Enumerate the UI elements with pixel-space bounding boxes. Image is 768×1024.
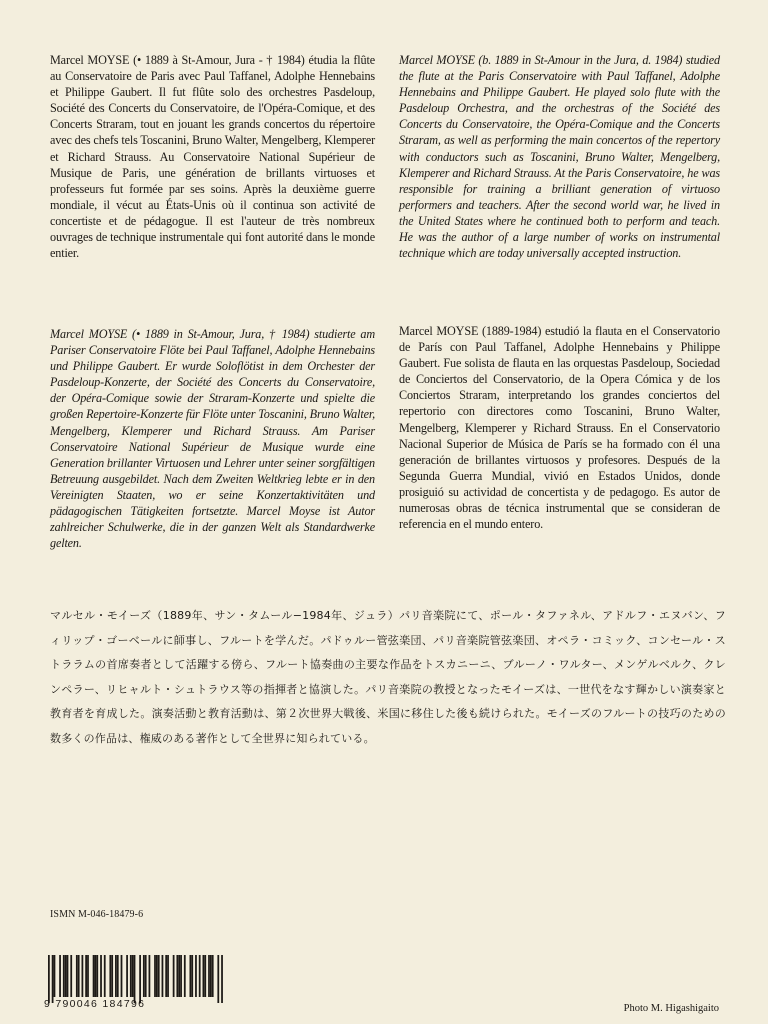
biography-english: Marcel MOYSE (b. 1889 in St-Amour in the Jura, d. 1984) studied the flute at the Paris Conservatoire with Paul Taffanel, Adolphe Hennebains and Philippe Gaubert. He played solo flute with the Pasdeloup Orchestra, and the orchestras of the Société des Concerts du Conservatoire, the Opéra-Comique and the Concerts Straram, as well as performing the main concertos of the repertory with conductors such as Toscanini, Bruno Walter, Mengelberg, Klemperer and Richard Strauss. At the Paris Conservatoire, he was responsible for training a brilliant generation of virtuoso performers and teachers. After the second world war, he lived in the United States where he continued both to perform and teach. He was the author of a large number of works on instrumental technique which are today universally accepted instruction. <box>399 53 720 261</box>
biography-spanish: Marcel MOYSE (1889-1984) estudió la flauta en el Conservatorio de París con Paul Taffanel, Adolphe Hennebains y Philippe Gaubert. Fue solista de flauta en las orquestas Pasdeloup, Sociedad de Conciertos del Conservatorio, de la Opera Cómica y de los Conciertos Straram, interpretando los grandes conciertos del repertorio con directores como Toscanini, Bruno Walter, Mengelberg, Klemperer y Richard Strauss. En el Conservatorio Nacional Superior de Música de París se ha formado con él una generación de brillantes virtuosos y profesores. Después de la Segunda Guerra Mundial, vivió en Estados Unidos, donde prosiguió su actividad de concertista y de pedagogo. Es autor de numerosas obras de técnica instrumental que se consideran de referencia en el mundo entero. <box>399 324 720 532</box>
biography-german: Marcel MOYSE (• 1889 in St-Amour, Jura, † 1984) studierte am Pariser Conservatoire Flöte bei Paul Taffanel, Adolphe Hennebains und Philippe Gaubert. Er wurde Soloflötist in dem Orchester der Pasdeloup-Konzerte, der Société des Concerts du Conservatoire, der Opéra-Comique sowie der Straram-Konzerte und spielte die großen Repertoire-Konzerte für Flöte unter Toscanini, Bruno Walter, Mengelberg, Klemperer und Richard Strauss. Am Pariser Conservatoire National Supérieur de Musique wurde eine Generation brillanter Virtuosen und Lehrer unter seiner sorgfältigen Betreuung ausgebildet. Nach dem Zweiten Weltkrieg lebte er in den Vereinigten Staaten, wo er seine Konzertaktivitäten und pädagogischen Tätigkeiten fortsetzte. Marcel Moyse ist Autor zahlreicher Schulwerke, die in der ganzen Welt als Standardwerke gelten. <box>50 327 375 551</box>
ismn-number: ISMN M-046-18479-6 <box>50 909 144 920</box>
barcode-image <box>48 955 223 1003</box>
photo-credit: Photo M. Higashigaito <box>623 1003 719 1014</box>
biography-french: Marcel MOYSE (• 1889 à St-Amour, Jura - † 1984) étudia la flûte au Conservatoire de Paris avec Paul Taffanel, Adolphe Hennebains et Philippe Gaubert. Il fut flûte solo des orchestres Pasdeloup, Société des Concerts du Conservatoire, de l'Opéra-Comique, et des Concerts Straram, tout en jouant les grands concertos du répertoire avec des chefs tels Toscanini, Bruno Walter, Mengelberg, Klemperer et Richard Strauss. Au Conservatoire National Supérieur de Musique de Paris, une génération de brillants virtuoses et professeurs fut formée par ses soins. Après la deuxième guerre mondiale, il vécut au États-Unis où il continua son activité de concertiste et de pédagogue. Il est l'auteur de très nombreux ouvrages de technique instrumentale qui font autorité dans le monde entier. <box>50 53 375 261</box>
barcode-digits: 9 790046 184796 <box>44 998 146 1010</box>
biography-japanese: マルセル・モイーズ（1889年、サン・タムール−1984年、ジュラ）パリ音楽院にて、ポール・タファネル、アドルフ・エヌバン、フィリップ・ゴーベールに師事し、フルートを学んだ。パドゥルー管弦楽団、パリ音楽院管弦楽団、オペラ・コミック、コンセール・ストララムの首席奏者として活躍する傍ら、フルート協奏曲の主要な作品をトスカニーニ、ブルーノ・ワルター、メンゲルベルク、クレンペラー、リヒャルト・シュトラウス等の指揮者と協演した。パリ音楽院の教授となったモイーズは、一世代をなす輝かしい演奏家と教育者を育成した。演奏活動と教育活動は、第２次世界大戦後、米国に移住した後も続けられた。モイーズのフルートの技巧のための数多くの作品は、権威のある著作として全世界に知られている。 <box>50 609 726 745</box>
